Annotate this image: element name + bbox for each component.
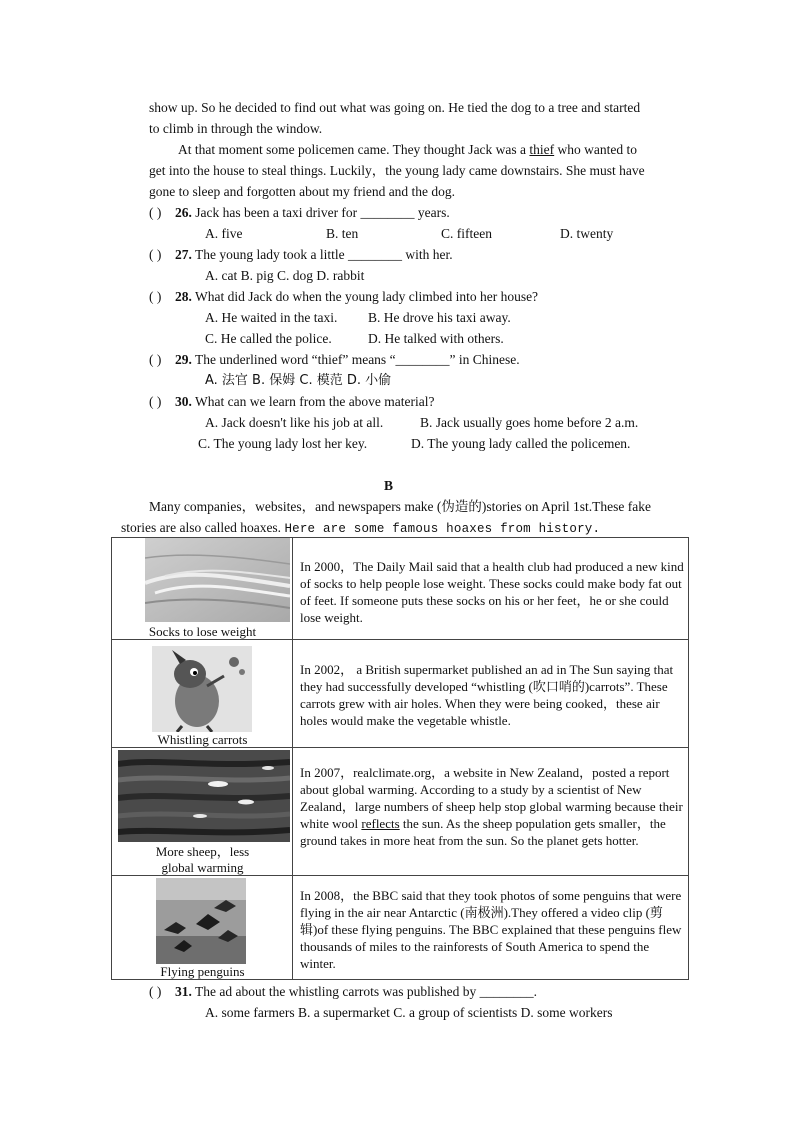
image-cell: [112, 640, 293, 747]
question-number: 26.: [175, 205, 192, 220]
hoax-table: [111, 537, 689, 980]
hoax-text: In 2007，realclimate.org，a website in New Zealand，posted a report about global warming. According to a study by a scientist of New Zealand，large numbers of sheep help stop global warming because their white wool: [300, 765, 683, 831]
carrot-image: [152, 646, 252, 732]
hoax-description: In 2008，the BBC said that they took photos of some penguins that were flying in the air near Antarctic (南极洲).They offered a video clip (剪辑)of these flying penguins. The BBC explained that these penguins flew thousands of miles to the rainforests of South America to spend the winter.: [300, 888, 682, 971]
image-caption-line: global warming: [161, 860, 244, 875]
passage-line: gone to sleep and forgotten about my friend and the dog.: [149, 184, 456, 199]
hoax-text: the sun. As the sheep population gets smaller，the ground takes in more heat from the sun. So the planet gets hotter.: [300, 816, 666, 848]
question-number: 27.: [175, 247, 192, 262]
passage-text: At that moment some policemen came. They thought Jack was a: [178, 142, 530, 157]
option-d[interactable]: D. twenty: [560, 226, 614, 241]
passage-line: get into the house to steal things. Luckily，the young lady came downstairs. She must have: [149, 163, 645, 178]
table-row: [112, 538, 688, 640]
penguins-image: [156, 878, 246, 964]
image-caption-line: More sheep，less: [155, 844, 250, 859]
hoax-description: In 2000，The Daily Mail said that a health club had produced a new kind of socks to help people lose weight. These socks could make body fat out of feet. If someone puts these socks on his or her feet，he or she could lose weight.: [300, 559, 684, 625]
passage-line: show up. So he decided to find out what was going on. He tied the dog to a tree and started: [149, 100, 641, 115]
image-caption: Flying penguins: [160, 964, 245, 979]
intro-text-mono: Here are some famous hoaxes from history.: [284, 522, 601, 536]
image-cell: [112, 876, 293, 979]
underlined-word-reflects: reflects: [361, 816, 400, 831]
question-text: Jack has been a taxi driver for ________ years.: [195, 205, 450, 220]
question-number: 28.: [175, 289, 192, 304]
passage-text: who wanted to: [554, 142, 638, 157]
intro-text: stories are also called hoaxes.: [121, 520, 285, 535]
option-c[interactable]: C. fifteen: [441, 226, 492, 241]
option-b[interactable]: B. ten: [326, 226, 359, 241]
question-28: [149, 286, 538, 307]
options-line[interactable]: A. cat B. pig C. dog D. rabbit: [205, 268, 365, 283]
question-text: What can we learn from the above material?: [195, 394, 435, 409]
underlined-word-thief: thief: [529, 142, 555, 157]
image-caption: Whistling carrots: [157, 732, 248, 747]
table-row: [112, 640, 688, 748]
question-text: The ad about the whistling carrots was published by ________.: [195, 984, 537, 999]
section-heading: B: [384, 478, 394, 493]
question-number: 31.: [175, 984, 192, 999]
question-number: 29.: [175, 352, 192, 367]
answer-bracket[interactable]: ( ): [149, 984, 162, 999]
intro-line: Many companies，websites，and newspapers make (伪造的)stories on April 1st.These fake: [149, 499, 652, 514]
socks-image: [145, 538, 290, 622]
answer-bracket[interactable]: ( ): [149, 289, 162, 304]
option-d[interactable]: D. He talked with others.: [368, 331, 504, 346]
table-row: [112, 876, 688, 979]
options-line[interactable]: A. some farmers B. a supermarket C. a group of scientists D. some workers: [205, 1005, 613, 1020]
answer-bracket[interactable]: ( ): [149, 247, 162, 262]
question-31: [149, 981, 537, 1002]
image-cell: [112, 748, 293, 875]
option-a[interactable]: A. He waited in the taxi.: [205, 310, 338, 325]
hoax-description: [300, 764, 684, 849]
option-a[interactable]: A. five: [205, 226, 243, 241]
option-b[interactable]: B. Jack usually goes home before 2 a.m.: [420, 415, 639, 430]
passage-line: to climb in through the window.: [149, 121, 323, 136]
question-number: 30.: [175, 394, 192, 409]
question-26: [149, 202, 450, 223]
question-29: [149, 349, 520, 370]
question-27: [149, 244, 453, 265]
question-30: [149, 391, 435, 412]
option-b[interactable]: B. He drove his taxi away.: [368, 310, 511, 325]
question-text: The underlined word “thief” means “________” in Chinese.: [195, 352, 520, 367]
table-row: [112, 748, 688, 876]
sheep-image: [118, 750, 290, 842]
answer-bracket[interactable]: ( ): [149, 352, 162, 367]
question-text: The young lady took a little ________ with her.: [195, 247, 453, 262]
image-cell: [112, 538, 293, 639]
answer-bracket[interactable]: ( ): [149, 205, 162, 220]
option-c[interactable]: C. He called the police.: [205, 331, 332, 346]
option-a[interactable]: A. Jack doesn't like his job at all.: [205, 415, 384, 430]
options-line[interactable]: A. 法官 B. 保姆 C. 模范 D. 小偷: [205, 373, 392, 388]
hoax-description: In 2002， a British supermarket published an ad in The Sun saying that they had successfully developed “whistling (吹口哨的)carrots”. These carrots grew with air holes. When they were being cooked，these air holes would make the vegetable whistle.: [300, 662, 674, 728]
option-d[interactable]: D. The young lady called the policemen.: [411, 436, 631, 451]
answer-bracket[interactable]: ( ): [149, 394, 162, 409]
question-text: What did Jack do when the young lady climbed into her house?: [195, 289, 539, 304]
image-caption: Socks to lose weight: [148, 624, 257, 639]
option-c[interactable]: C. The young lady lost her key.: [198, 436, 368, 451]
passage-line: [178, 139, 637, 160]
